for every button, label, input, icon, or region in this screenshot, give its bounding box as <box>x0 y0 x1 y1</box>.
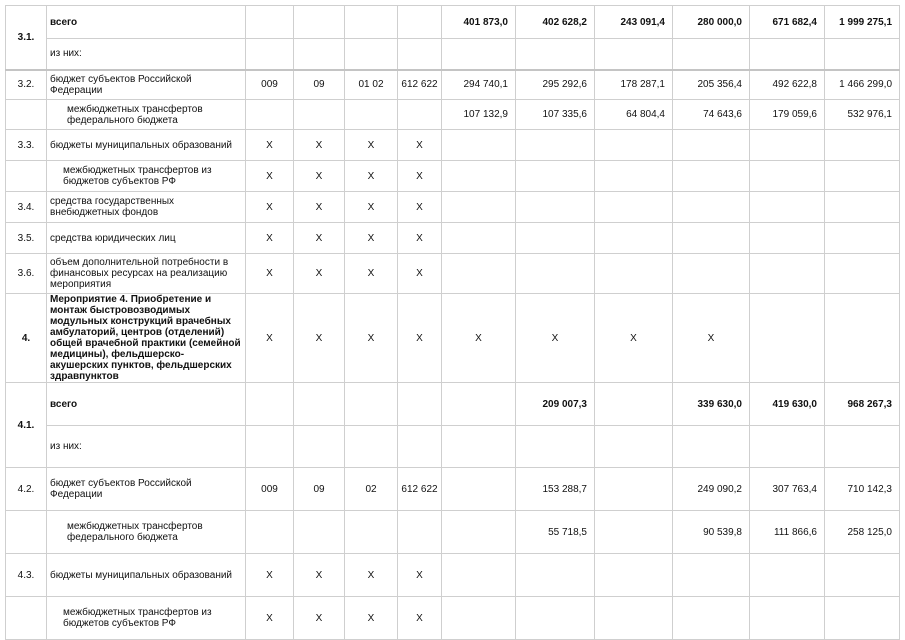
cell-value-5: 179 059,6 <box>750 100 825 130</box>
cell-value-1: 107 132,9 <box>442 100 516 130</box>
cell-value-3 <box>595 223 673 254</box>
table-row <box>6 426 900 468</box>
cell-value-3: X <box>595 294 673 383</box>
cell-ministry: X <box>246 130 294 161</box>
cell-expense-type <box>398 383 442 426</box>
cell-ministry: X <box>246 597 294 640</box>
cell-value-3: 243 091,4 <box>595 6 673 39</box>
cell-value-2: 55 718,5 <box>516 511 595 554</box>
cell-expense-type: X <box>398 254 442 294</box>
cell-value-3: 178 287,1 <box>595 70 673 100</box>
cell-ministry <box>246 100 294 130</box>
cell-subsection <box>345 511 398 554</box>
table-row <box>6 468 900 511</box>
cell-section <box>294 100 345 130</box>
cell-value-6: 968 267,3 <box>825 383 900 426</box>
cell-value-5 <box>750 161 825 192</box>
cell-value-3: 64 804,4 <box>595 100 673 130</box>
cell-value-6 <box>825 254 900 294</box>
cell-value-5: 419 630,0 <box>750 383 825 426</box>
cell-ministry: X <box>246 554 294 597</box>
cell-subsection: 01 02 <box>345 70 398 100</box>
row-code <box>6 597 47 640</box>
cell-section: 09 <box>294 468 345 511</box>
cell-ministry: X <box>246 161 294 192</box>
cell-section <box>294 511 345 554</box>
cell-subsection: X <box>345 161 398 192</box>
cell-value-4: 74 643,6 <box>673 100 750 130</box>
cell-value-4: 205 356,4 <box>673 70 750 100</box>
cell-value-2: 153 288,7 <box>516 468 595 511</box>
cell-subsection: X <box>345 130 398 161</box>
cell-expense-type: X <box>398 597 442 640</box>
cell-expense-type: X <box>398 161 442 192</box>
cell-expense-type: X <box>398 223 442 254</box>
cell-value-3 <box>595 468 673 511</box>
cell-value-4 <box>673 554 750 597</box>
cell-value-6 <box>825 554 900 597</box>
cell-value-1 <box>442 223 516 254</box>
table-row <box>6 192 900 223</box>
cell-value-3 <box>595 254 673 294</box>
table-row <box>6 554 900 597</box>
cell-section <box>294 383 345 426</box>
cell-value-5: 111 866,6 <box>750 511 825 554</box>
row-name: Мероприятие 4. Приобретение и монтаж быстровозводимых модульных конструкций врачебных амбулаторий, центров (отделений) общей врачебной практики (семейной медицины), фельдшерско-акушерских пунктов, фельдшерских здравпунктов <box>47 294 246 383</box>
row-name: всего <box>47 6 246 39</box>
cell-value-6 <box>825 294 900 383</box>
cell-expense-type <box>398 6 442 39</box>
cell-value-1: X <box>442 294 516 383</box>
row-code: 3.1. <box>6 6 47 70</box>
cell-value-2 <box>516 254 595 294</box>
cell-value-5: 307 763,4 <box>750 468 825 511</box>
row-name: объем дополнительной потребности в финансовых ресурсах на реализацию мероприятия <box>47 254 246 294</box>
cell-value-3 <box>595 597 673 640</box>
table-row <box>6 597 900 640</box>
cell-ministry: 009 <box>246 70 294 100</box>
cell-value-5 <box>750 130 825 161</box>
cell-value-5 <box>750 223 825 254</box>
cell-section: X <box>294 223 345 254</box>
row-code: 3.3. <box>6 130 47 161</box>
cell-expense-type: X <box>398 554 442 597</box>
row-code: 3.6. <box>6 254 47 294</box>
cell-value-6: 258 125,0 <box>825 511 900 554</box>
table-row <box>6 383 900 426</box>
table-row <box>6 100 900 130</box>
cell-value-1 <box>442 192 516 223</box>
cell-value-4 <box>673 192 750 223</box>
cell-value-4: 90 539,8 <box>673 511 750 554</box>
cell-value-2: X <box>516 294 595 383</box>
cell-subsection: X <box>345 192 398 223</box>
cell-value-5 <box>750 294 825 383</box>
cell-value-4 <box>673 254 750 294</box>
cell-value-1 <box>442 130 516 161</box>
row-name: межбюджетных трансфертов из бюджетов субъектов РФ <box>47 597 246 640</box>
cell-subsection: X <box>345 554 398 597</box>
cell-value-6 <box>825 223 900 254</box>
cell-value-3 <box>595 554 673 597</box>
cell-value-4: X <box>673 294 750 383</box>
cell-value-2 <box>516 161 595 192</box>
cell-section: X <box>294 294 345 383</box>
cell-subsection <box>345 383 398 426</box>
cell-value-5 <box>750 254 825 294</box>
cell-value-6: 1 999 275,1 <box>825 6 900 39</box>
table-row <box>6 130 900 161</box>
cell-value-4: 280 000,0 <box>673 6 750 39</box>
cell-expense-type <box>398 100 442 130</box>
cell-value-3 <box>595 161 673 192</box>
row-code <box>6 100 47 130</box>
cell-subsection: X <box>345 254 398 294</box>
cell-value-6 <box>825 161 900 192</box>
cell-subsection: X <box>345 223 398 254</box>
cell-value-1 <box>442 554 516 597</box>
cell-ministry <box>246 6 294 39</box>
row-name: из них: <box>47 39 246 70</box>
row-code: 4.2. <box>6 468 47 511</box>
cell-section: X <box>294 161 345 192</box>
cell-subsection: X <box>345 294 398 383</box>
cell-value-6 <box>825 130 900 161</box>
cell-ministry <box>246 511 294 554</box>
cell-value-3 <box>595 192 673 223</box>
cell-value-1 <box>442 511 516 554</box>
cell-value-5: 492 622,8 <box>750 70 825 100</box>
row-name: из них: <box>47 426 246 468</box>
cell-section: X <box>294 254 345 294</box>
table-row <box>6 161 900 192</box>
cell-subsection <box>345 100 398 130</box>
row-code: 3.5. <box>6 223 47 254</box>
row-name: бюджеты муниципальных образований <box>47 130 246 161</box>
cell-value-6: 1 466 299,0 <box>825 70 900 100</box>
cell-value-2 <box>516 192 595 223</box>
table-row <box>6 6 900 39</box>
cell-value-2 <box>516 223 595 254</box>
cell-ministry: X <box>246 192 294 223</box>
cell-section: X <box>294 597 345 640</box>
cell-value-2: 209 007,3 <box>516 383 595 426</box>
cell-value-2: 295 292,6 <box>516 70 595 100</box>
table-row <box>6 223 900 254</box>
row-name: бюджет субъектов Российской Федерации <box>47 70 246 100</box>
cell-value-5 <box>750 554 825 597</box>
cell-section: X <box>294 192 345 223</box>
cell-ministry <box>246 383 294 426</box>
table-row <box>6 39 900 70</box>
cell-expense-type: 612 622 <box>398 468 442 511</box>
cell-section: X <box>294 554 345 597</box>
cell-subsection <box>345 6 398 39</box>
cell-value-3 <box>595 130 673 161</box>
cell-value-4 <box>673 130 750 161</box>
cell-value-3 <box>595 511 673 554</box>
row-name: всего <box>47 383 246 426</box>
cell-expense-type: X <box>398 294 442 383</box>
row-code: 4. <box>6 294 47 383</box>
cell-value-1 <box>442 383 516 426</box>
row-name: бюджет субъектов Российской Федерации <box>47 468 246 511</box>
cell-value-6: 710 142,3 <box>825 468 900 511</box>
table-row <box>6 70 900 100</box>
cell-value-2 <box>516 597 595 640</box>
cell-value-2: 107 335,6 <box>516 100 595 130</box>
cell-value-4 <box>673 223 750 254</box>
cell-ministry: 009 <box>246 468 294 511</box>
cell-value-5 <box>750 597 825 640</box>
cell-value-4: 339 630,0 <box>673 383 750 426</box>
cell-value-1 <box>442 597 516 640</box>
row-name: средства государственных внебюджетных фондов <box>47 192 246 223</box>
table-row <box>6 511 900 554</box>
cell-value-2: 402 628,2 <box>516 6 595 39</box>
table-row <box>6 254 900 294</box>
cell-expense-type: 612 622 <box>398 70 442 100</box>
row-name: бюджеты муниципальных образований <box>47 554 246 597</box>
row-code: 4.1. <box>6 383 47 468</box>
cell-subsection: 02 <box>345 468 398 511</box>
cell-value-1: 401 873,0 <box>442 6 516 39</box>
row-code: 3.4. <box>6 192 47 223</box>
cell-value-2 <box>516 130 595 161</box>
row-code: 3.2. <box>6 70 47 100</box>
cell-value-1 <box>442 161 516 192</box>
cell-value-1 <box>442 254 516 294</box>
cell-ministry: X <box>246 223 294 254</box>
row-code <box>6 161 47 192</box>
cell-value-1: 294 740,1 <box>442 70 516 100</box>
cell-expense-type: X <box>398 192 442 223</box>
cell-ministry: X <box>246 254 294 294</box>
cell-value-5: 671 682,4 <box>750 6 825 39</box>
cell-value-5 <box>750 192 825 223</box>
cell-section: X <box>294 130 345 161</box>
cell-value-6 <box>825 597 900 640</box>
cell-ministry: X <box>246 294 294 383</box>
cell-expense-type <box>398 511 442 554</box>
cell-value-6 <box>825 192 900 223</box>
cell-expense-type: X <box>398 130 442 161</box>
cell-subsection: X <box>345 597 398 640</box>
cell-value-3 <box>595 383 673 426</box>
row-name: межбюджетных трансфертов федерального бюджета <box>47 100 246 130</box>
cell-value-6: 532 976,1 <box>825 100 900 130</box>
row-name: межбюджетных трансфертов из бюджетов субъектов РФ <box>47 161 246 192</box>
row-name: средства юридических лиц <box>47 223 246 254</box>
cell-value-1 <box>442 468 516 511</box>
cell-section: 09 <box>294 70 345 100</box>
cell-value-4 <box>673 161 750 192</box>
row-code: 4.3. <box>6 554 47 597</box>
row-code <box>6 511 47 554</box>
cell-value-4: 249 090,2 <box>673 468 750 511</box>
table-row <box>6 294 900 383</box>
row-name: межбюджетных трансфертов федерального бюджета <box>47 511 246 554</box>
cell-value-4 <box>673 597 750 640</box>
budget-table <box>5 5 900 640</box>
cell-section <box>294 6 345 39</box>
cell-value-2 <box>516 554 595 597</box>
